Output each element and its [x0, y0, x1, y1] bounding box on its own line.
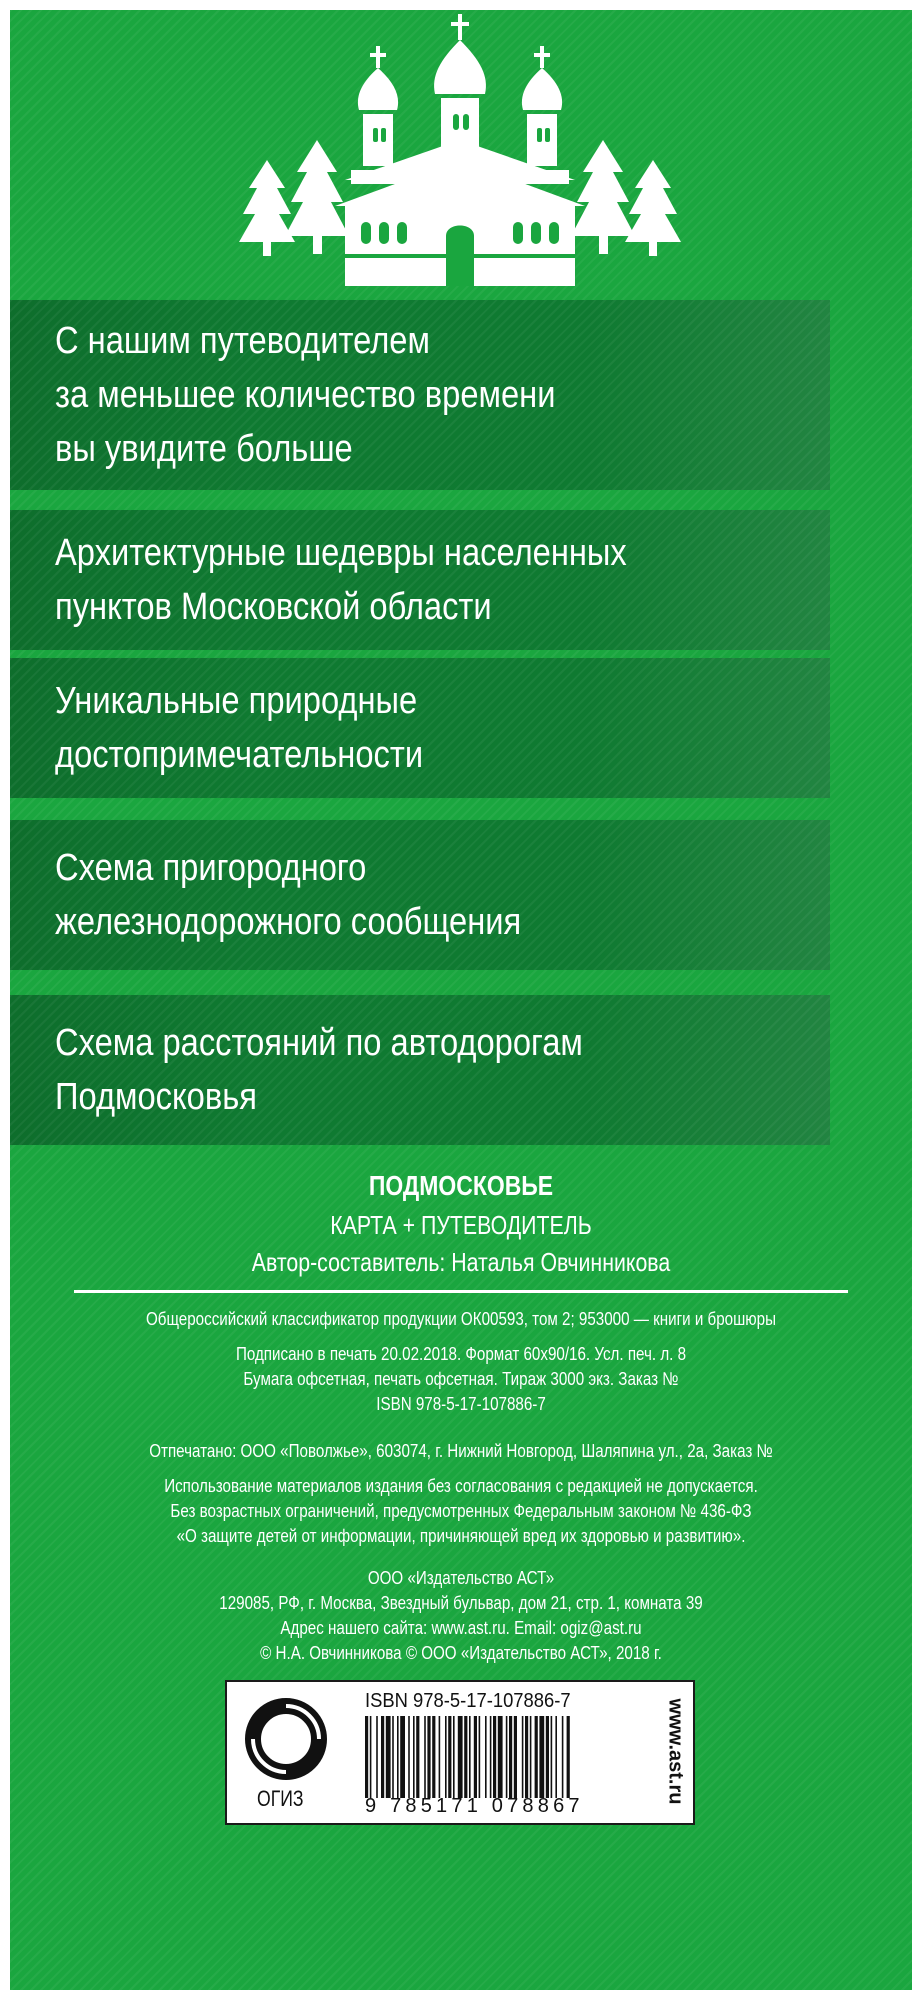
- feature-band-3: [10, 658, 830, 798]
- barcode-bar: [562, 1716, 564, 1798]
- legal-line: Использование материалов издания без согласования с редакцией не допускается.: [164, 1475, 758, 1496]
- feature-line: пунктов Московской области: [55, 586, 492, 628]
- barcode-bar: [490, 1716, 492, 1798]
- print-detail-line: Подписано в печать 20.02.2018. Формат 60х90/16. Усл. печ. л. 8: [235, 1343, 687, 1364]
- barcode-bar: [525, 1716, 528, 1798]
- feature-text-4: [55, 841, 521, 949]
- barcode-bar: [522, 1716, 524, 1798]
- barcode-bar: [413, 1716, 415, 1798]
- barcode-bar: [567, 1716, 570, 1798]
- print-detail-line: ISBN 978-5-17-107886-7: [376, 1393, 546, 1414]
- feature-line: за меньшее количество времени: [55, 374, 556, 416]
- feature-line: достопримечательности: [55, 734, 424, 776]
- feature-band-2: [10, 510, 830, 650]
- barcode-bar: [458, 1716, 463, 1798]
- barcode-bar: [469, 1716, 471, 1798]
- feature-line: железнодорожного сообщения: [55, 901, 522, 943]
- barcode-bar: [493, 1716, 496, 1798]
- barcode-bar: [555, 1716, 557, 1798]
- book-author: Автор-составитель: Наталья Овчинникова: [251, 1247, 671, 1277]
- barcode-bar: [376, 1716, 378, 1798]
- barcode-digits: 9 785171 078867: [365, 1795, 584, 1817]
- barcode-bar: [464, 1716, 467, 1798]
- barcode-bar: [427, 1716, 430, 1798]
- publisher-line: ООО «Издательство АСТ»: [367, 1567, 555, 1588]
- barcode-panel: [225, 1680, 695, 1825]
- book-title: ПОДМОСКОВЬЕ: [368, 1170, 554, 1201]
- barcode-bar: [416, 1716, 419, 1798]
- feature-line: Схема пригородного: [55, 847, 367, 889]
- legal-line: «О защите детей от информации, причиняющей вред их здоровью и развитию».: [176, 1525, 746, 1546]
- barcode-bar: [514, 1716, 517, 1798]
- barcode-bar: [509, 1716, 512, 1798]
- barcode-bars: [365, 1716, 645, 1798]
- barcode-bar: [448, 1716, 451, 1798]
- divider-line: [74, 1290, 848, 1293]
- feature-line: вы увидите больше: [55, 428, 353, 470]
- barcode-bar: [530, 1716, 532, 1798]
- feature-text-3: [55, 674, 423, 782]
- book-subtitle: КАРТА + ПУТЕВОДИТЕЛЬ: [330, 1210, 592, 1240]
- feature-text-2: [55, 526, 627, 634]
- feature-text-1: [55, 314, 555, 476]
- barcode-bar: [424, 1716, 426, 1798]
- feature-line: С нашим путеводителем: [55, 320, 430, 362]
- barcode-bar: [535, 1716, 538, 1798]
- barcode-bar: [397, 1716, 399, 1798]
- barcode-bar: [474, 1716, 477, 1798]
- church-with-fir-trees-icon: [235, 10, 685, 295]
- feature-text-5: [55, 1016, 583, 1124]
- feature-line: Подмосковья: [55, 1076, 257, 1118]
- printer-info: Отпечатано: ООО «Поволжье», 603074, г. Нижний Новгород, Шаляпина ул., 2а, Заказ №: [149, 1440, 773, 1461]
- barcode-bar: [479, 1716, 481, 1798]
- feature-band-1: [10, 300, 830, 490]
- ogiz-ring-icon: [241, 1694, 331, 1784]
- feature-line: Уникальные природные: [55, 680, 418, 722]
- barcode-bar: [498, 1716, 503, 1798]
- barcode-bar: [370, 1716, 372, 1798]
- barcode-bar: [439, 1716, 441, 1798]
- publisher-line: © Н.А. Овчинникова © ООО «Издательство АСТ», 2018 г.: [260, 1642, 662, 1663]
- barcode-bar: [432, 1716, 435, 1798]
- barcode-bar: [539, 1716, 544, 1798]
- publisher-line: Адрес нашего сайта: www.ast.ru. Email: ogiz@ast.ru: [280, 1617, 642, 1638]
- feature-band-5: [10, 995, 830, 1145]
- publisher-info: [91, 1565, 831, 1665]
- product-classifier: Общероссийский классификатор продукции ОК00593, том 2; 953000 — книги и брошюры: [146, 1308, 776, 1329]
- barcode-bar: [365, 1716, 368, 1798]
- barcode-bar: [506, 1716, 508, 1798]
- print-detail-line: Бумага офсетная, печать офсетная. Тираж 3000 экз. Заказ №: [243, 1368, 679, 1389]
- book-back-cover: [10, 10, 912, 1990]
- website-text: www.ast.ru: [664, 1698, 687, 1805]
- barcode-bar: [392, 1716, 394, 1798]
- barcode-bar: [386, 1716, 391, 1798]
- legal-notice: [91, 1473, 831, 1548]
- feature-band-4: [10, 820, 830, 970]
- barcode-bar: [400, 1716, 405, 1798]
- isbn-label: ISBN 978-5-17-107886-7: [365, 1690, 571, 1712]
- print-details: [91, 1341, 831, 1416]
- barcode-bar: [546, 1716, 549, 1798]
- barcode-bar: [551, 1716, 553, 1798]
- ogiz-logo-text: ОГИЗ: [257, 1786, 304, 1811]
- barcode-bar: [408, 1716, 410, 1798]
- barcode-bar: [485, 1716, 487, 1798]
- feature-line: Схема расстояний по автодорогам: [55, 1022, 583, 1064]
- barcode-bar: [381, 1716, 384, 1798]
- barcode-bar: [453, 1716, 455, 1798]
- legal-line: Без возрастных ограничений, предусмотренных Федеральным законом № 436-ФЗ: [170, 1500, 752, 1521]
- feature-line: Архитектурные шедевры населенных: [55, 532, 627, 574]
- publisher-line: 129085, РФ, г. Москва, Звездный бульвар, дом 21, стр. 1, комната 39: [219, 1592, 703, 1613]
- barcode-bar: [445, 1716, 447, 1798]
